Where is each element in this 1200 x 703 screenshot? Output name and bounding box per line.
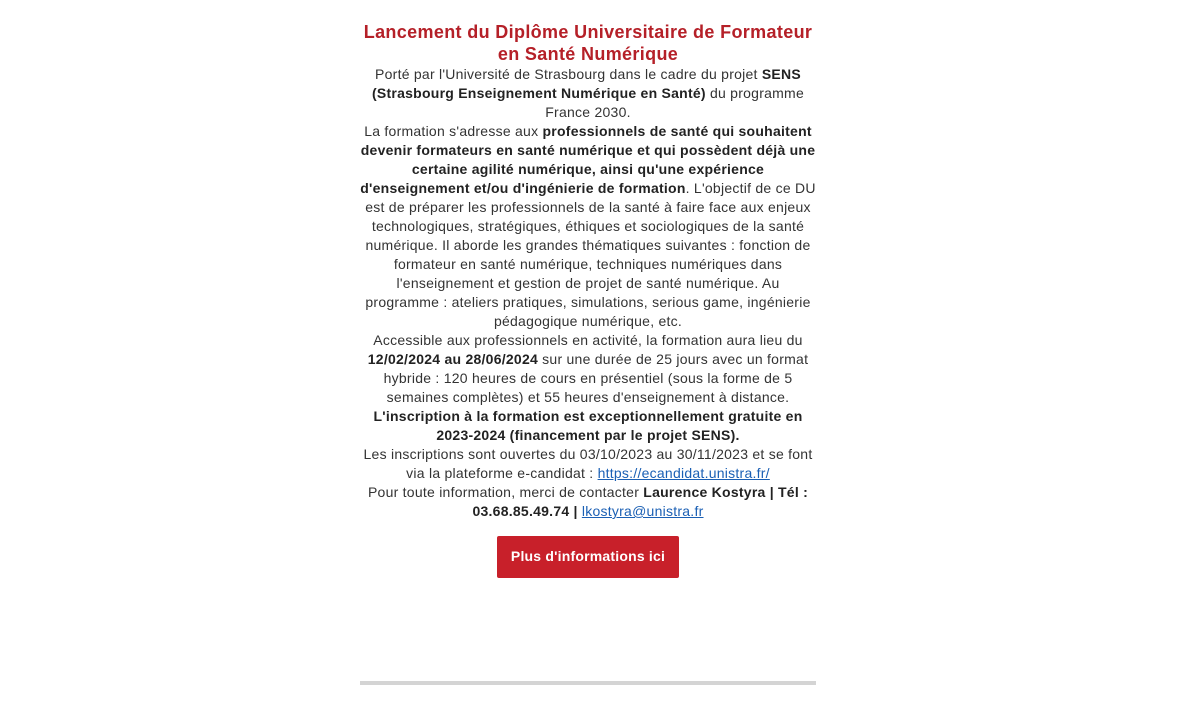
contact-details: Laurence Kostyra | Tél : 03.68.85.49.74 |: [472, 484, 809, 519]
registration-paragraph: [360, 445, 816, 483]
contact-email-link[interactable]: lkostyra@unistra.fr: [581, 503, 704, 519]
schedule-text-1: Accessible aux professionnels en activité, la formation aura lieu du: [373, 332, 803, 348]
registration-text: Les inscriptions sont ouvertes du 03/10/2023 au 30/11/2023 et se font via la plateforme e-candidat :: [363, 446, 813, 481]
contact-text: Pour toute information, merci de contacter: [367, 484, 644, 500]
schedule-paragraph: [360, 331, 816, 445]
audience-paragraph: [360, 122, 816, 331]
intro-project-name: SENS (Strasbourg Enseignement Numérique en Santé): [371, 66, 801, 101]
audience-target: professionnels de santé qui souhaitent devenir formateurs en santé numérique et qui possèdent déjà une certaine agilité numérique, ainsi qu'une expérience d'enseignement et/ou d'ingénierie de formation: [360, 123, 816, 196]
intro-text-1: Porté par l'Université de Strasbourg dans le cadre du projet: [375, 66, 762, 82]
audience-text-1: La formation s'adresse aux: [364, 123, 543, 139]
page-title: Lancement du Diplôme Universitaire de Formateur en Santé Numérique: [363, 22, 813, 64]
intro-paragraph: [360, 65, 816, 122]
footer-divider: [360, 681, 816, 685]
ecandidat-link[interactable]: https://ecandidat.unistra.fr/: [597, 465, 770, 481]
contact-paragraph: [360, 483, 816, 521]
schedule-dates: 12/02/2024 au 28/06/2024: [367, 351, 539, 367]
more-info-button[interactable]: Plus d'informations ici: [497, 536, 679, 578]
schedule-text-2: sur une durée de 25 jours avec un format hybride : 120 heures de cours en présentiel (sous la forme de 5 semaines complètes) et 55 heures d'enseignement à distance.: [383, 351, 809, 405]
schedule-free-notice: L'inscription à la formation est exceptionnellement gratuite en 2023-2024 (financement par le projet SENS).: [373, 408, 803, 443]
intro-text-2: du programme France 2030.: [545, 85, 805, 120]
audience-text-2: . L'objectif de ce DU est de préparer les professionnels de la santé à faire face aux enjeux technologiques, stratégiques, éthiques et sociologiques de la santé numérique. Il aborde les grandes thématiques suivantes : fonction de formateur en santé numérique, techniques numériques dans l'enseignement et gestion de projet de santé numérique. Au programme : ateliers pratiques, simulations, serious game, ingénierie pédagogique numérique, etc.: [365, 180, 816, 329]
email-content: [360, 0, 816, 578]
